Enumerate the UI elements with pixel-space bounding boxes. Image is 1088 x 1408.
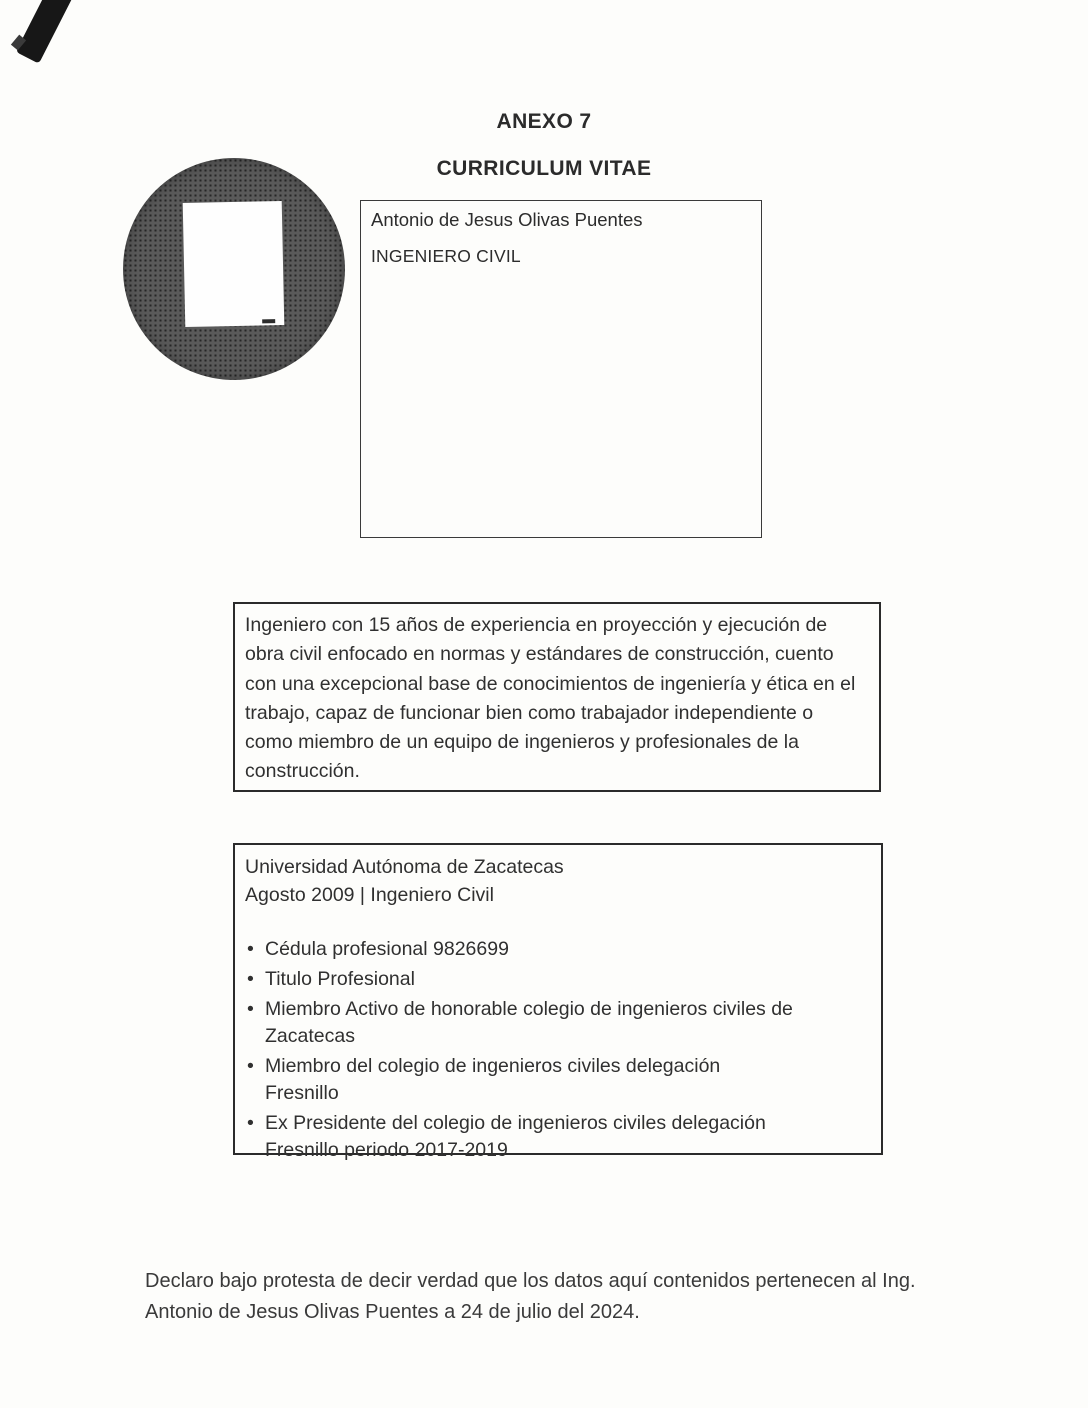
- photo-stamp: [123, 158, 345, 380]
- degree-line: Agosto 2009 | Ingeniero Civil: [245, 883, 494, 906]
- university-name: Universidad Autónoma de Zacatecas: [245, 856, 564, 878]
- professional-summary-box: [233, 602, 881, 792]
- declaration-line: Declaro bajo protesta de decir verdad que los datos aquí contenidos pertenecen al Ing.: [145, 1270, 916, 1292]
- list-item: • Miembro Activo de honorable colegio de ingenieros civiles de Zacatecas: [245, 996, 793, 1050]
- personal-info-box: [360, 200, 762, 538]
- photo-corner-mark: [262, 319, 275, 323]
- declaration-statement: [145, 1266, 975, 1328]
- list-item: • Ex Presidente del colegio de ingenieros civiles delegación Fresnillo periodo 2017-2019: [245, 1110, 793, 1164]
- list-item: • Titulo Profesional: [245, 966, 793, 993]
- annex-title: ANEXO 7: [496, 110, 592, 133]
- person-name: Antonio de Jesus Olivas Puentes: [371, 209, 643, 230]
- scan-artifact-mark: [16, 0, 75, 64]
- education-box: [233, 843, 883, 1161]
- credentials-list: [245, 936, 793, 1163]
- profession-title: INGENIERO CIVIL: [371, 246, 521, 266]
- document-title: CURRICULUM VITAE: [436, 157, 652, 180]
- list-item: • Cédula profesional 9826699: [245, 936, 793, 963]
- summary-text: Ingeniero con 15 años de experiencia en proyección y ejecución de obra civil enfocado en normas y estándares de construcción, cuento con una excepcional base de conocimientos de ingeniería y ética en el trabajo, capaz de funcionar bien como trabajador independiente o como miembro de un equipo de ingenieros y profesionales de la construcción.: [245, 614, 856, 783]
- photo-placeholder: [183, 201, 285, 327]
- list-item: • Miembro del colegio de ingenieros civiles delegación Fresnillo: [245, 1053, 793, 1107]
- declaration-line: Antonio de Jesus Olivas Puentes a 24 de julio del 2024.: [145, 1301, 640, 1323]
